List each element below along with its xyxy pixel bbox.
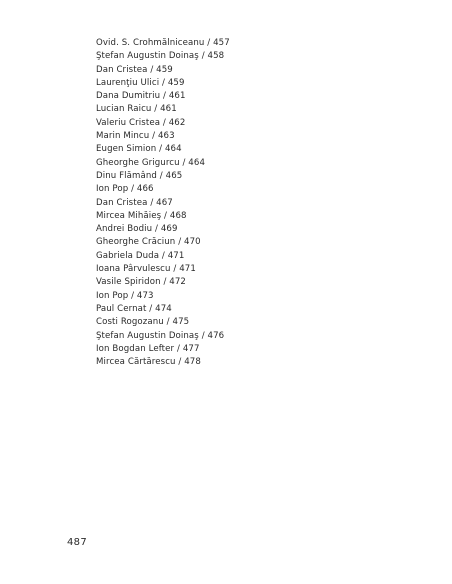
index-entry: Ştefan Augustin Doinaş / 458 <box>96 51 225 62</box>
index-entry: Ion Pop / 466 <box>96 184 154 195</box>
index-list <box>96 37 230 369</box>
index-entry: Mircea Cărtărescu / 478 <box>96 357 201 368</box>
index-entry: Ştefan Augustin Doinaş / 476 <box>96 330 225 341</box>
index-entry: Valeriu Cristea / 462 <box>96 117 186 128</box>
index-entry: Laurenţiu Ulici / 459 <box>96 77 185 88</box>
index-entry: Gheorghe Crăciun / 470 <box>96 237 201 248</box>
index-entry: Ion Pop / 473 <box>96 290 154 301</box>
index-entry: Marin Mincu / 463 <box>96 131 175 142</box>
index-entry: Eugen Simion / 464 <box>96 144 182 155</box>
index-entry: Vasile Spiridon / 472 <box>96 277 186 288</box>
index-entry: Ovid. S. Crohmălniceanu / 457 <box>96 38 230 48</box>
index-entry: Dan Cristea / 467 <box>96 197 173 208</box>
index-entry: Dinu Flămând / 465 <box>96 170 183 181</box>
page-number: 487 <box>67 537 87 548</box>
index-entry: Lucian Raicu / 461 <box>96 104 177 115</box>
index-entry: Gheorghe Grigurcu / 464 <box>96 157 206 168</box>
index-entry: Andrei Bodiu / 469 <box>96 224 178 235</box>
index-entry: Costi Rogozanu / 475 <box>96 317 190 328</box>
index-entry: Mircea Mihăieş / 468 <box>96 210 187 221</box>
index-entry: Ioana Pârvulescu / 471 <box>96 264 196 275</box>
index-entry: Ion Bogdan Lefter / 477 <box>96 343 200 354</box>
index-entry: Dan Cristea / 459 <box>96 64 173 75</box>
index-entry: Dana Dumitriu / 461 <box>96 91 186 102</box>
index-entry: Gabriela Duda / 471 <box>96 250 185 261</box>
index-entry: Paul Cernat / 474 <box>96 303 172 314</box>
